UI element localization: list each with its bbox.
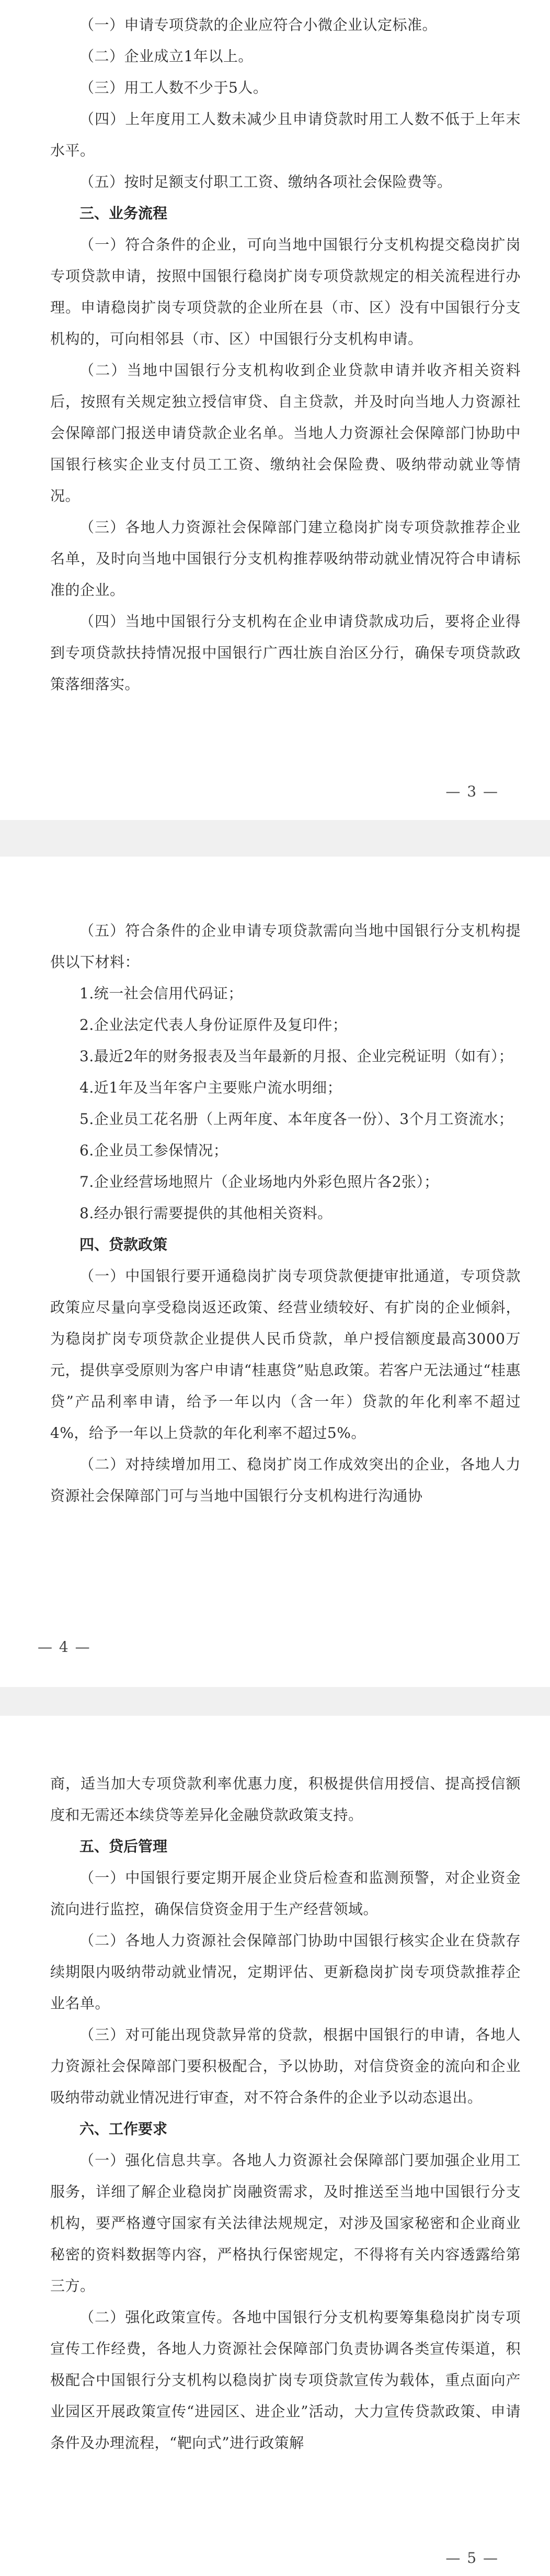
section-heading: 六、工作要求 [79, 2120, 168, 2138]
paragraph: 1.统一社会信用代码证； [79, 985, 243, 1002]
paragraph: （四）当地中国银行分支机构在企业申请贷款成功后，要将企业得到专项贷款扶持情况报中国银行广西壮族自治区分行，确保专项贷款政策落细落实。 [50, 613, 521, 693]
paragraph: 5.企业员工花名册（上两年度、本年度各一份）、3个月工资流水； [79, 1110, 514, 1128]
section-heading: 五、贷后管理 [79, 1838, 168, 1855]
paragraph: （一）强化信息共享。各地人力资源社会保障部门要加强企业用工服务，详细了解企业稳岗扩岗融资需求，及时推送至当地中国银行分支机构，要严格遵守国家有关法律法规规定，对涉及国家秘密和企业商业秘密的资料数据等内容，严格执行保密规定，不得将有关内容透露给第三方。 [50, 2152, 521, 2294]
paragraph: （一）中国银行要定期开展企业贷后检查和监测预警，对企业资金流向进行监控，确保信贷资金用于生产经营领域。 [50, 1869, 521, 1918]
page-content [50, 1768, 521, 2459]
page-content [50, 9, 521, 700]
paragraph: （一）符合条件的企业，可向当地中国银行分支机构提交稳岗扩岗专项贷款申请，按照中国银行稳岗扩岗专项贷款规定的相关流程进行办理。申请稳岗扩岗专项贷款的企业所在县（市、区）没有中国银行分支机构的，可向相邻县（市、区）中国银行分支机构申请。 [50, 236, 521, 347]
paragraph: （二）强化政策宣传。各地中国银行分支机构要筹集稳岗扩岗专项宣传工作经费，各地人力资源社会保障部门负责协调各类宣传渠道，积极配合中国银行分支机构以稳岗扩岗专项贷款宣传为载体，重点面向产业园区开展政策宣传“进园区、进企业”活动，大力宣传贷款政策、申请条件及办理流程，“靶向式”进行政策解 [50, 2309, 521, 2451]
paragraph: 4.近1年及当年客户主要账户流水明细； [79, 1079, 342, 1096]
paragraph: （三）各地人力资源社会保障部门建立稳岗扩岗专项贷款推荐企业名单，及时向当地中国银行分支机构推荐吸纳带动就业情况符合申请标准的企业。 [50, 519, 521, 599]
paragraph: （二）企业成立1年以上。 [79, 48, 253, 65]
paragraph: （四）上年度用工人数未减少且申请贷款时用工人数不低于上年末水平。 [50, 110, 521, 159]
paragraph: （五）符合条件的企业申请专项贷款需向当地中国银行分支机构提供以下材料： [50, 922, 521, 971]
document-page-5 [0, 1716, 550, 2576]
paragraph: 7.企业经营场地照片（企业场地内外彩色照片各2张）； [79, 1173, 439, 1190]
paragraph: 3.最近2年的财务报表及当年最新的月报、企业完税证明（如有）； [79, 1048, 514, 1065]
section-heading: 四、贷款政策 [79, 1236, 168, 1253]
section-heading: 三、业务流程 [79, 205, 168, 222]
paragraph: （一）中国银行要开通稳岗扩岗专项贷款便捷审批通道，专项贷款政策应尽量向享受稳岗返还政策、经营业绩较好、有扩岗的企业倾斜，为稳岗扩岗专项贷款企业提供人民币贷款，单户授信额度最高3000万元，提供享受原则为客户申请“桂惠贷”贴息政策。若客户无法通过“桂惠贷”产品利率申请，给予一年以内（含一年）贷款的年化利率不超过4%，给予一年以上贷款的年化利率不超过5%。 [50, 1267, 521, 1442]
paragraph: 6.企业员工参保情况； [79, 1142, 228, 1159]
page-content [50, 915, 521, 1512]
paragraph: 2.企业法定代表人身份证原件及复印件； [79, 1016, 348, 1033]
paragraph: （一）申请专项贷款的企业应符合小微企业认定标准。 [79, 16, 438, 33]
paragraph: 商，适当加大专项贷款利率优惠力度，积极提供信用授信、提高授信额度和无需还本续贷等差异化金融贷款政策支持。 [50, 1775, 521, 1824]
paragraph: （三）用工人数不少于5人。 [79, 79, 268, 96]
document-page-4 [0, 857, 550, 1687]
paragraph: 8.经办银行需要提供的其他相关资料。 [79, 1205, 333, 1222]
page-number: — 5 — [445, 2549, 499, 2567]
paragraph: （二）各地人力资源社会保障部门协助中国银行核实企业在贷款存续期限内吸纳带动就业情况，定期评估、更新稳岗扩岗专项贷款推荐企业名单。 [50, 1932, 521, 2012]
paragraph: （五）按时足额支付职工工资、缴纳各项社会保险费等。 [79, 173, 452, 190]
page-number: — 4 — [38, 1638, 91, 1656]
paragraph: （二）当地中国银行分支机构收到企业贷款申请并收齐相关资料后，按照有关规定独立授信审贷、自主贷款，并及时向当地人力资源社会保障部门报送申请贷款企业名单。当地人力资源社会保障部门协助中国银行核实企业支付员工工资、缴纳社会保险费、吸纳带动就业等情况。 [50, 362, 521, 504]
paragraph: （二）对持续增加用工、稳岗扩岗工作成效突出的企业，各地人力资源社会保障部门可与当地中国银行分支机构进行沟通协 [50, 1456, 521, 1504]
document-page-3 [0, 0, 550, 820]
paragraph: （三）对可能出现贷款异常的贷款，根据中国银行的申请，各地人力资源社会保障部门要积极配合，予以协助，对信贷资金的流向和企业吸纳带动就业情况进行审查，对不符合条件的企业予以动态退出。 [50, 2026, 521, 2106]
page-number: — 3 — [445, 783, 499, 800]
